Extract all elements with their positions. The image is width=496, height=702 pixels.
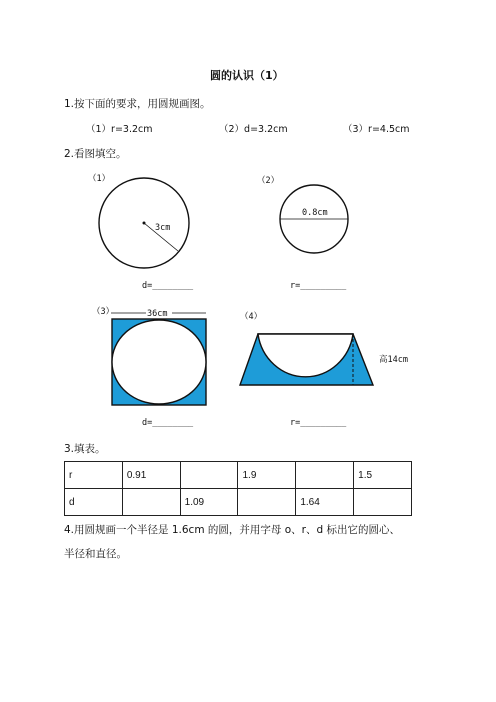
table-cell xyxy=(180,462,238,489)
question-4-line-2: 半径和直径。 xyxy=(64,548,127,560)
fig3-label: （3） xyxy=(92,307,115,317)
table-cell: 1.64 xyxy=(296,489,354,516)
fig3-width-label: 36cm xyxy=(147,309,168,319)
table-cell xyxy=(238,489,296,516)
fig4-label: （4） xyxy=(240,312,263,322)
question-3: 3.填表。 xyxy=(64,443,106,455)
table-cell: 1.09 xyxy=(180,489,238,516)
fig4-figure xyxy=(237,328,379,388)
fig1-radius-label: 3cm xyxy=(155,223,171,233)
fill-table xyxy=(64,461,412,516)
table-cell xyxy=(354,489,412,516)
fig1-label: （1） xyxy=(88,174,111,184)
fig2-circle xyxy=(277,182,351,256)
question-2: 2.看图填空。 xyxy=(64,148,127,160)
table-row xyxy=(65,462,412,489)
question-4-line-1: 4.用圆规画一个半径是 1.6cm 的圆，并用字母 o、r、d 标出它的圆心、 xyxy=(64,524,400,536)
fig1-answer: d=________ xyxy=(142,281,194,291)
fig1-circle xyxy=(95,175,195,275)
fig3-answer: d=________ xyxy=(142,418,194,428)
fig3-figure xyxy=(108,304,210,408)
table-cell: d xyxy=(65,489,123,516)
table-cell xyxy=(122,489,180,516)
fig2-label: （2） xyxy=(257,176,280,186)
table-cell: 1.9 xyxy=(238,462,296,489)
table-cell: 0.91 xyxy=(122,462,180,489)
fig3-circle xyxy=(112,320,206,404)
q1-item-3: （3）r=4.5cm xyxy=(343,124,410,135)
table-cell: r xyxy=(65,462,123,489)
table-row xyxy=(65,489,412,516)
fig2-answer: r=_________ xyxy=(290,281,347,291)
q1-item-2: （2）d=3.2cm xyxy=(219,124,288,135)
question-1: 1.按下面的要求，用圆规画图。 xyxy=(64,98,211,110)
fig2-diameter-label: 0.8cm xyxy=(302,208,328,218)
q1-item-1: （1）r=3.2cm xyxy=(86,124,153,135)
fig4-answer: r=_________ xyxy=(290,418,347,428)
fig4-height-label: 高14cm xyxy=(379,355,408,365)
page-title: 圆的认识（1） xyxy=(210,69,284,82)
table-cell xyxy=(296,462,354,489)
table-cell: 1.5 xyxy=(354,462,412,489)
